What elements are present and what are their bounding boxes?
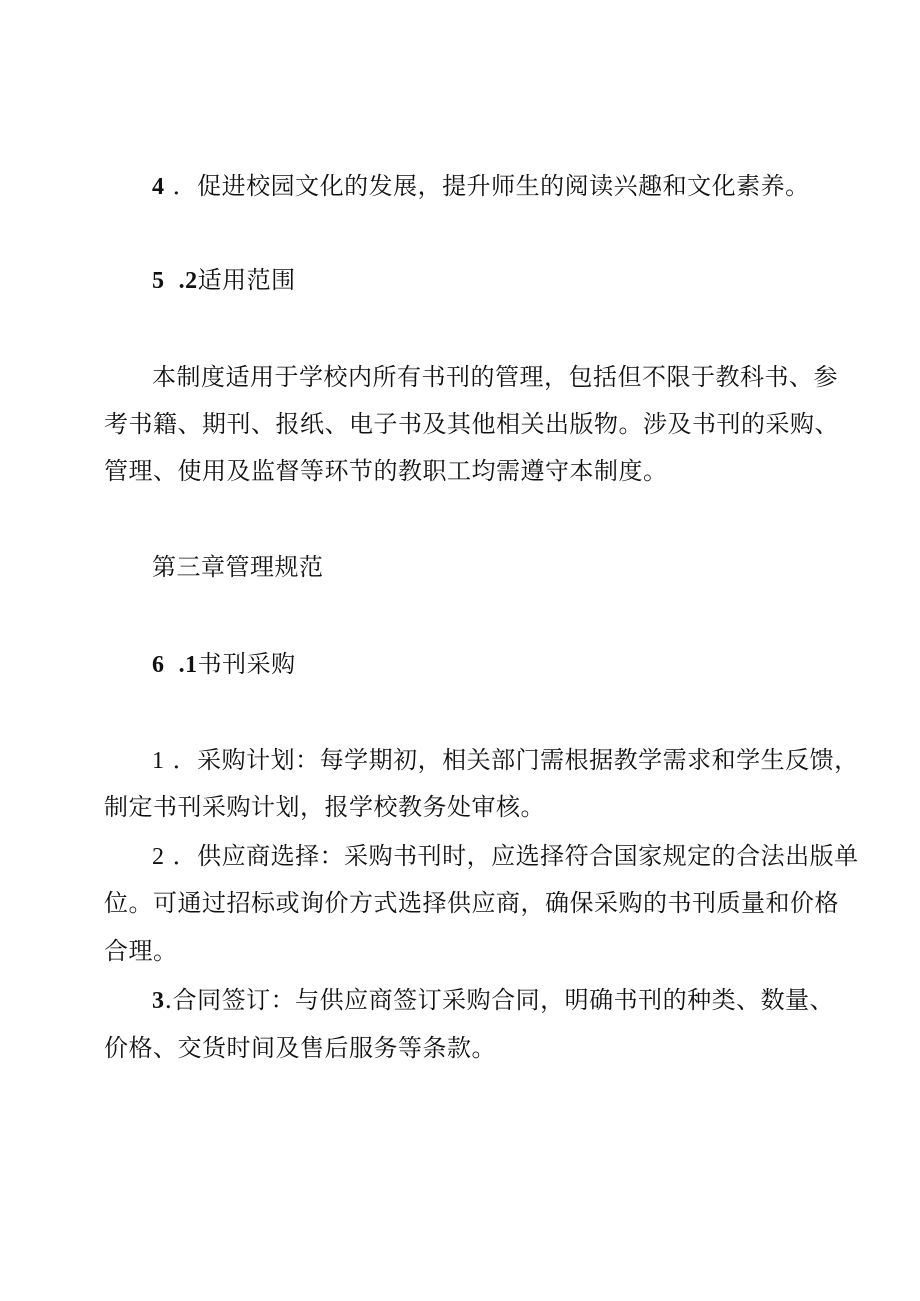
section-number: 5 (152, 268, 165, 294)
paragraph-line: ．供应商选择：采购书刊时，应选择符合国家规定的合法出版单 (172, 842, 859, 870)
paragraph-line: 考书籍、期刊、报纸、电子书及其他相关出版物。涉及书刊的采购、 (104, 410, 839, 438)
paragraph-2 (152, 841, 859, 872)
section-title: 适用范围 (197, 266, 296, 294)
list-number: 4 (152, 174, 165, 200)
paragraph-line: .合同签订：与供应商签订采购合同，明确书刊的种类、数量、 (164, 986, 835, 1014)
paragraph-3 (152, 985, 834, 1016)
paragraph-1 (152, 745, 859, 776)
section-title: 书刊采购 (197, 650, 296, 678)
paragraph-number: 2 (152, 844, 165, 870)
chapter-heading: 第三章管理规范 (152, 553, 324, 581)
paragraph-line: 位。可通过招标或询价方式选择供应商，确保采购的书刊质量和价格 (104, 889, 839, 917)
section-subnumber: .2 (178, 268, 198, 294)
paragraph-line: 合理。 (104, 937, 178, 965)
section-heading-6-1 (152, 649, 296, 680)
paragraph-line: 价格、交货时间及售后服务等条款。 (104, 1034, 496, 1062)
section-number: 6 (152, 652, 165, 678)
list-item-text: ．促进校园文化的发展，提升师生的阅读兴趣和文化素养。 (172, 172, 810, 200)
paragraph-number: 3 (152, 988, 165, 1014)
paragraph-line: 本制度适用于学校内所有书刊的管理，包括但不限于教科书、参 (152, 363, 838, 391)
section-heading-5-2 (152, 265, 296, 296)
section-subnumber: .1 (178, 652, 198, 678)
paragraph-line: 管理、使用及监督等环节的教职工均需遵守本制度。 (104, 457, 668, 485)
paragraph-number: 1 (152, 748, 165, 774)
paragraph-line: ．采购计划：每学期初，相关部门需根据教学需求和学生反馈， (172, 746, 859, 774)
list-item-4 (152, 171, 810, 202)
paragraph-line: 制定书刊采购计划，报学校教务处审核。 (104, 793, 545, 821)
